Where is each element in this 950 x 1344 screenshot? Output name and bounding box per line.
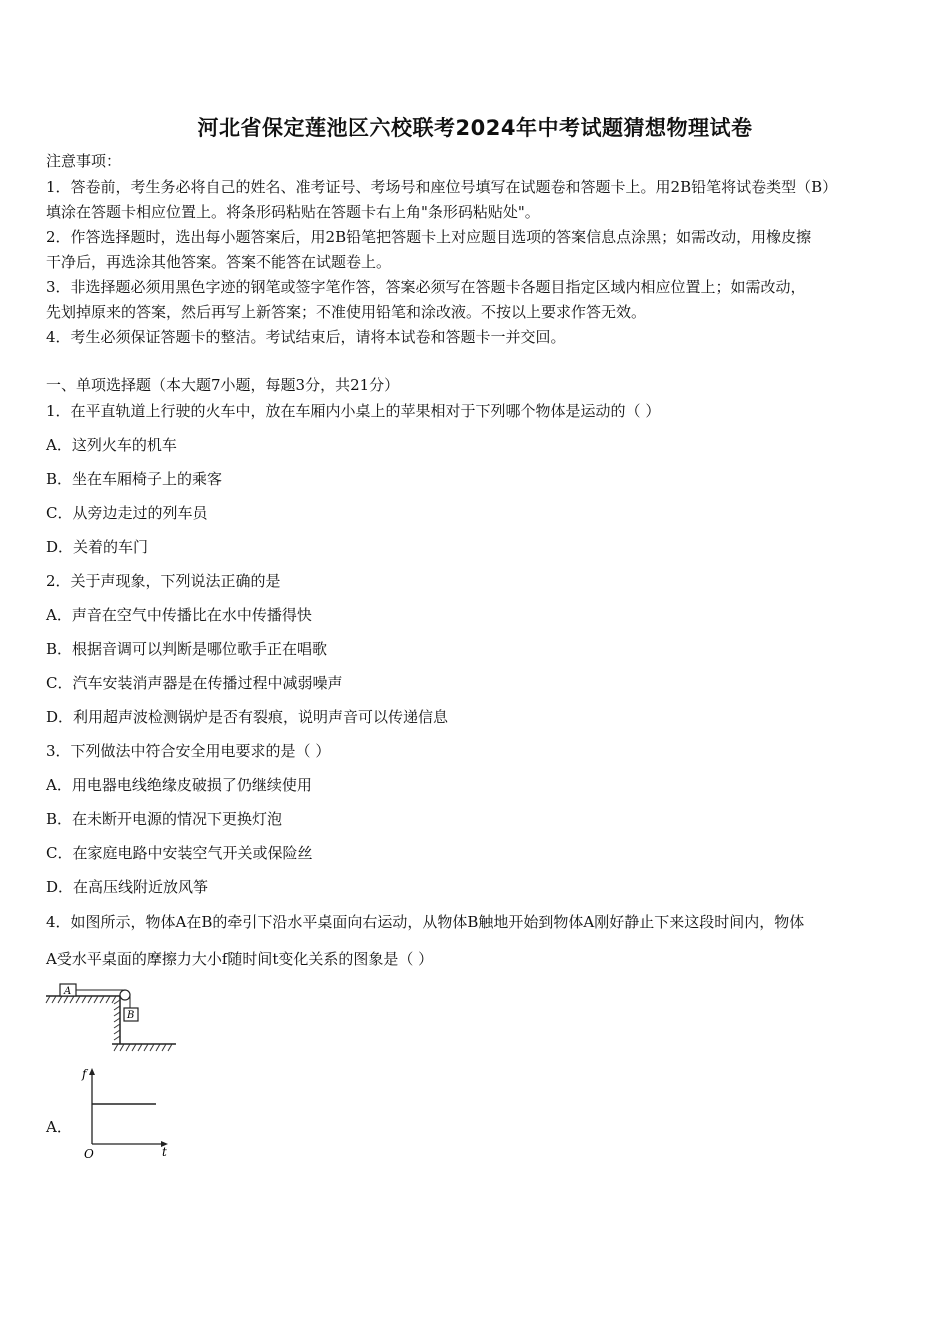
option-b: B．坐在车厢椅子上的乘客: [46, 470, 223, 488]
option-d: D．在高压线附近放风筝: [46, 878, 209, 896]
y-axis-arrow: [89, 1068, 95, 1075]
x-axis-label: t: [162, 1145, 167, 1159]
block-b-label: B: [127, 1010, 135, 1021]
option-a-graph: [76, 1064, 176, 1160]
option-a: A．用电器电线绝缘皮破损了仍继续使用: [46, 776, 312, 794]
option-a: A．声音在空气中传播比在水中传播得快: [46, 606, 312, 624]
notice-line: 4．考生必须保证答题卡的整洁。考试结束后，请将本试卷和答题卡一并交回。: [46, 328, 566, 346]
notice-line: 3．非选择题必须用黑色字迹的钢笔或签字笔作答，答案必须写在答题卡各题目指定区域内相应位置上；如需改动，: [46, 278, 806, 296]
option-a: A．: [46, 1118, 72, 1136]
question-stem: 2．关于声现象，下列说法正确的是: [46, 572, 281, 590]
notice-line: 先划掉原来的答案，然后再写上新答案；不准使用铅笔和涂改液。不按以上要求作答无效。: [46, 303, 647, 321]
question-stem: 1．在平直轨道上行驶的火车中，放在车厢内小桌上的苹果相对于下列哪个物体是运动的（ ）: [46, 402, 661, 420]
option-c: C．汽车安装消声器是在传播过程中减弱噪声: [46, 674, 343, 692]
question-stem-continued: A受水平桌面的摩擦力大小f随时间t变化关系的图象是（ ）: [46, 950, 434, 968]
pulley-figure: [44, 978, 184, 1058]
origin-label: O: [84, 1147, 94, 1160]
option-b: B．在未断开电源的情况下更换灯泡: [46, 810, 283, 828]
question-stem: 3．下列做法中符合安全用电要求的是（ ）: [46, 742, 331, 760]
notice-line: 填涂在答题卡相应位置上。将条形码粘贴在答题卡右上角"条形码粘贴处"。: [46, 203, 540, 221]
option-c: C．在家庭电路中安装空气开关或保险丝: [46, 844, 313, 862]
notice-line: 2．作答选择题时，选出每小题答案后，用2B铅笔把答题卡上对应题目选项的答案信息点涂黑；如需改动，用橡皮擦: [46, 228, 812, 246]
notice-line: 1．答卷前，考生务必将自己的姓名、准考证号、考场号和座位号填写在试题卷和答题卡上。用2B铅笔将试卷类型（B）: [46, 178, 838, 196]
block-a-label: A: [64, 986, 72, 997]
notice-line: 干净后，再选涂其他答案。答案不能答在试题卷上。: [46, 253, 392, 271]
notice-heading: 注意事项：: [46, 152, 122, 170]
option-a: A．这列火车的机车: [46, 436, 177, 454]
question-stem: 4．如图所示，物体A在B的牵引下沿水平桌面向右运动，从物体B触地开始到物体A刚好静止下来这段时间内，物体: [46, 913, 805, 931]
table-hatching: [46, 996, 116, 1003]
leg-hatching: [114, 1000, 120, 1040]
y-axis-label: f: [82, 1067, 87, 1081]
option-d: D．利用超声波检测锅炉是否有裂痕，说明声音可以传递信息: [46, 708, 449, 726]
option-b: B．根据音调可以判断是哪位歌手正在唱歌: [46, 640, 328, 658]
section-heading: 一、单项选择题（本大题7小题，每题3分，共21分）: [46, 376, 400, 394]
page-title: 河北省保定莲池区六校联考2024年中考试题猜想物理试卷: [197, 116, 753, 140]
floor-hatching: [114, 1044, 172, 1051]
pulley: [120, 990, 130, 1000]
option-c: C．从旁边走过的列车员: [46, 504, 208, 522]
option-d: D．关着的车门: [46, 538, 149, 556]
